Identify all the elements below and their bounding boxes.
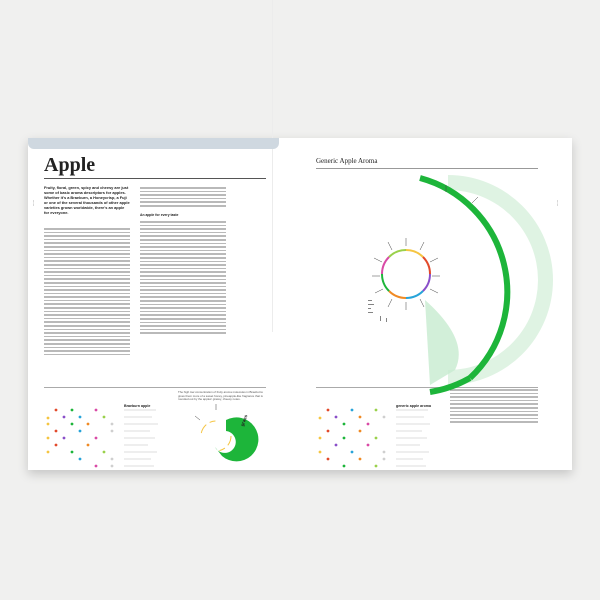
running-head-left: — — [32, 200, 35, 206]
radial-small-bars [368, 300, 387, 322]
generic-dot-grid [319, 409, 430, 468]
intro-paragraph: Fruity, floral, green, spicy and cheesy are just some of basic aroma descriptors for apples. Whether it's a Braeburn, a Honeycrisp, a Fuji or one of the several thousands of other apple varieties grown worldwide, there's an apple for everyone. [44, 185, 130, 215]
aroma-radial-chart [368, 175, 553, 392]
generic-legend-title: generic apple aroma [396, 404, 431, 408]
braeburn-legend-title: Braeburn apple [124, 404, 151, 408]
page-title: Apple [44, 154, 96, 176]
braeburn-radial-chart [195, 404, 258, 461]
subhead: An apple for every taste [140, 213, 179, 217]
braeburn-dot-grid [47, 409, 158, 468]
running-head-right: — — [556, 200, 559, 206]
braeburn-center [205, 425, 227, 447]
chart-caption: The high low concentration of fruity aroma molecules in Braeburns gives them more of a sweet honey, pineapple-like fragrance that is rounded out by the apples' grassy, cheesy notes. [178, 390, 263, 402]
aroma-chart-title: Generic Apple Aroma [316, 157, 378, 165]
aroma-light-band [448, 175, 553, 385]
chart-label-grass: grass [239, 413, 249, 428]
inner-ring-segments [382, 250, 430, 298]
